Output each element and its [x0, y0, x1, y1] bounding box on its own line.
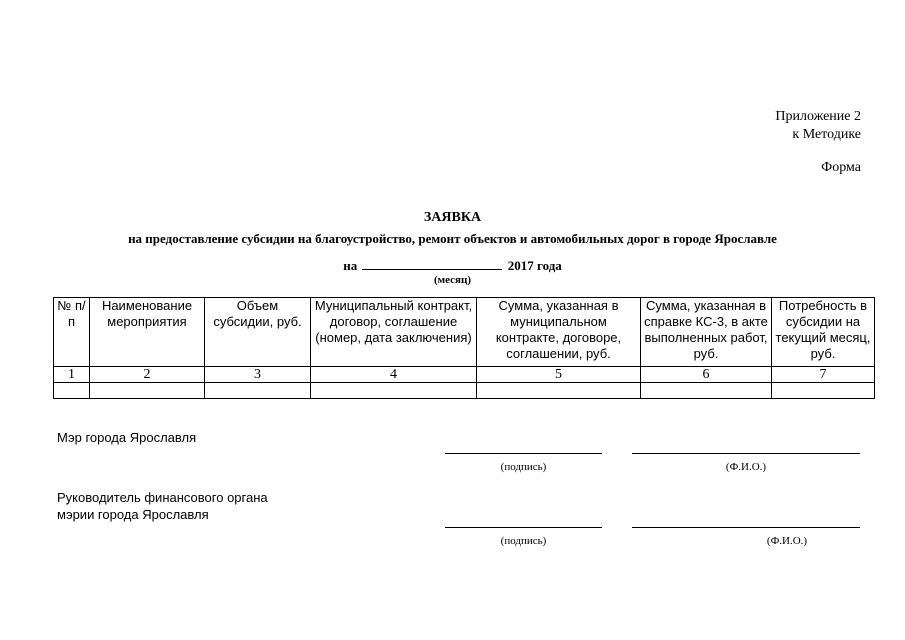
document-title: ЗАЯВКА [423, 210, 482, 225]
column-number: 7 [772, 367, 875, 383]
appendix-line-2: к Методике [792, 127, 861, 142]
mayor-label: Мэр города Ярославля [57, 430, 197, 445]
empty-cell[interactable] [90, 383, 205, 399]
header-cell: Потребность в субсидии на текущий месяц, руб. [772, 298, 875, 367]
table-header-row [54, 298, 875, 367]
finance-head-label-line-1: Руководитель финансового органа [57, 490, 268, 505]
empty-cell[interactable] [477, 383, 641, 399]
finance-name-caption: (Ф.И.О.) [766, 535, 808, 547]
header-cell: Муниципальный контракт, договор, соглашение (номер, дата заключения) [311, 298, 477, 367]
month-suffix: 2017 года [507, 258, 562, 273]
column-number-row [54, 367, 875, 383]
empty-cell[interactable] [54, 383, 90, 399]
month-caption: (месяц) [433, 274, 471, 286]
request-table [53, 297, 875, 399]
finance-signature-line[interactable] [445, 527, 602, 528]
empty-cell[interactable] [205, 383, 311, 399]
column-number: 1 [54, 367, 90, 383]
column-number: 5 [477, 367, 641, 383]
finance-signature-caption: (подпись) [500, 535, 547, 547]
finance-head-label [57, 489, 268, 523]
month-blank[interactable] [362, 257, 502, 270]
header-cell: Сумма, указанная в справке КС-3, в акте выполненных работ, руб. [641, 298, 772, 367]
appendix-line-1: Приложение 2 [775, 109, 861, 124]
finance-name-line[interactable] [632, 527, 860, 528]
header-cell: Объем субсидии, руб. [205, 298, 311, 367]
empty-cell[interactable] [311, 383, 477, 399]
finance-head-label-line-2: мэрии города Ярославля [57, 507, 209, 522]
empty-cell[interactable] [772, 383, 875, 399]
appendix-reference [775, 108, 861, 144]
form-label: Форма [821, 160, 861, 175]
empty-cell[interactable] [641, 383, 772, 399]
column-number: 3 [205, 367, 311, 383]
mayor-name-caption: (Ф.И.О.) [725, 461, 767, 473]
header-cell: Наименование мероприятия [90, 298, 205, 367]
document-subtitle: на предоставление субсидии на благоустройство, ремонт объектов и автомобильных дорог в городе Ярославле [128, 231, 777, 246]
header-cell: № п/п [54, 298, 90, 367]
table-row [54, 383, 875, 399]
mayor-name-line[interactable] [632, 453, 860, 454]
column-number: 2 [90, 367, 205, 383]
column-number: 6 [641, 367, 772, 383]
column-number: 4 [311, 367, 477, 383]
header-cell: Сумма, указанная в муниципальном контракте, договоре, соглашении, руб. [477, 298, 641, 367]
month-line [0, 257, 905, 274]
mayor-signature-line[interactable] [445, 453, 602, 454]
mayor-signature-caption: (подпись) [500, 461, 547, 473]
month-prefix: на [343, 258, 358, 273]
